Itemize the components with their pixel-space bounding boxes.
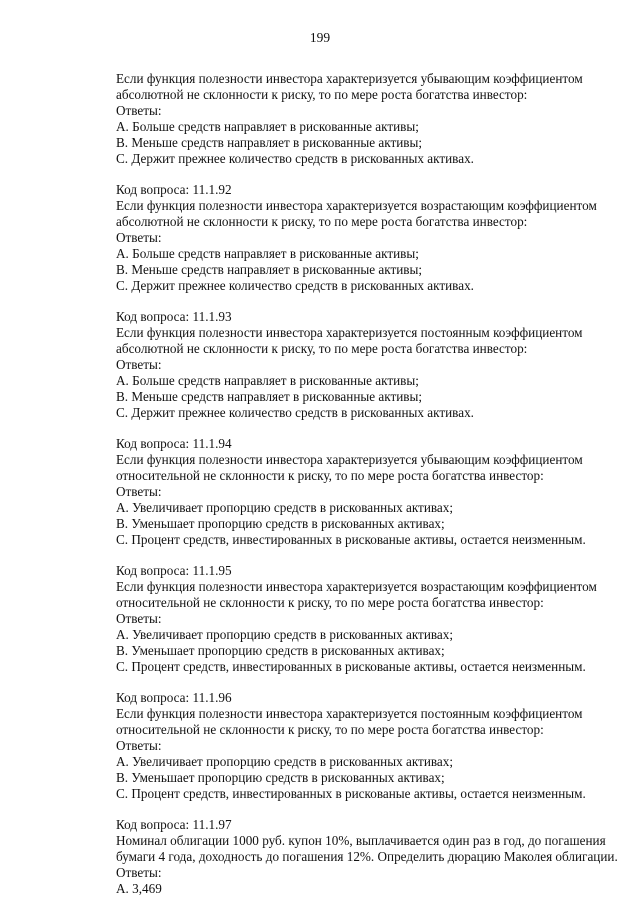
answer-option: А. 3,469 xyxy=(116,881,162,896)
question-text-line: абсолютной не склонности к риску, то по мере роста богатства инвестор: xyxy=(116,341,528,356)
answer-option: А. Увеличивает пропорцию средств в рискованных активах; xyxy=(116,627,454,642)
answer-option: А. Больше средств направляет в рискованные активы; xyxy=(116,119,419,134)
question-code: Код вопроса: 11.1.94 xyxy=(116,436,232,451)
question-block xyxy=(116,71,616,167)
answer-option: С. Процент средств, инвестированных в рискованые активы, остается неизменным. xyxy=(116,786,586,801)
answer-option: А. Увеличивает пропорцию средств в рискованных активах; xyxy=(116,500,454,515)
question-text-line: Если функция полезности инвестора характеризуется убывающим коэффициентом xyxy=(116,452,583,467)
question-text-line: относительной не склонности к риску, то по мере роста богатства инвестор: xyxy=(116,722,544,737)
answer-option: А. Увеличивает пропорцию средств в рискованных активах; xyxy=(116,754,454,769)
answers-label: Ответы: xyxy=(116,230,162,245)
answer-option: А. Больше средств направляет в рискованные активы; xyxy=(116,373,419,388)
question-block xyxy=(116,182,616,294)
answer-option: В. Уменьшает пропорцию средств в рискованных активах; xyxy=(116,643,445,658)
question-block xyxy=(116,817,616,897)
answer-option: В. Меньше средств направляет в рискованные активы; xyxy=(116,389,423,404)
question-block xyxy=(116,690,616,802)
answer-option: А. Больше средств направляет в рискованные активы; xyxy=(116,246,419,261)
answer-option: В. Меньше средств направляет в рискованные активы; xyxy=(116,262,423,277)
question-text-line: относительной не склонности к риску, то по мере роста богатства инвестор: xyxy=(116,468,544,483)
question-code: Код вопроса: 11.1.92 xyxy=(116,182,232,197)
question-block xyxy=(116,309,616,421)
answers-label: Ответы: xyxy=(116,738,162,753)
answers-label: Ответы: xyxy=(116,865,162,880)
answers-label: Ответы: xyxy=(116,611,162,626)
answer-option: С. Держит прежнее количество средств в рискованных активах. xyxy=(116,151,474,166)
question-text-line: Если функция полезности инвестора характеризуется постоянным коэффициентом xyxy=(116,706,583,721)
answers-label: Ответы: xyxy=(116,484,162,499)
question-code: Код вопроса: 11.1.93 xyxy=(116,309,232,324)
answer-option: С. Процент средств, инвестированных в рискованые активы, остается неизменным. xyxy=(116,659,586,674)
question-text-line: Если функция полезности инвестора характеризуется убывающим коэффициентом xyxy=(116,71,583,86)
question-text-line: Если функция полезности инвестора характеризуется постоянным коэффициентом xyxy=(116,325,583,340)
question-text-line: абсолютной не склонности к риску, то по мере роста богатства инвестор: xyxy=(116,214,528,229)
question-list xyxy=(116,71,616,912)
answer-option: В. Уменьшает пропорцию средств в рискованных активах; xyxy=(116,516,445,531)
question-text-line: абсолютной не склонности к риску, то по мере роста богатства инвестор: xyxy=(116,87,528,102)
question-text-line: бумаги 4 года, доходность до погашения 12%. Определить дюрацию Маколея облигации. xyxy=(116,849,618,864)
question-text-line: Если функция полезности инвестора характеризуется возрастающим коэффициентом xyxy=(116,198,597,213)
answer-option: С. Держит прежнее количество средств в рискованных активах. xyxy=(116,405,474,420)
question-block xyxy=(116,563,616,675)
answer-option: В. Уменьшает пропорцию средств в рискованных активах; xyxy=(116,770,445,785)
answers-label: Ответы: xyxy=(116,103,162,118)
question-text-line: Номинал облигации 1000 руб. купон 10%, выплачивается один раз в год, до погашения xyxy=(116,833,606,848)
answer-option: С. Держит прежнее количество средств в рискованных активах. xyxy=(116,278,474,293)
question-text-line: относительной не склонности к риску, то по мере роста богатства инвестор: xyxy=(116,595,544,610)
question-code: Код вопроса: 11.1.95 xyxy=(116,563,232,578)
question-block xyxy=(116,436,616,548)
question-code: Код вопроса: 11.1.96 xyxy=(116,690,232,705)
question-text-line: Если функция полезности инвестора характеризуется возрастающим коэффициентом xyxy=(116,579,597,594)
answer-option: В. Меньше средств направляет в рискованные активы; xyxy=(116,135,423,150)
page-number: 199 xyxy=(309,30,331,45)
question-code: Код вопроса: 11.1.97 xyxy=(116,817,232,832)
answer-option: С. Процент средств, инвестированных в рискованые активы, остается неизменным. xyxy=(116,532,586,547)
answers-label: Ответы: xyxy=(116,357,162,372)
